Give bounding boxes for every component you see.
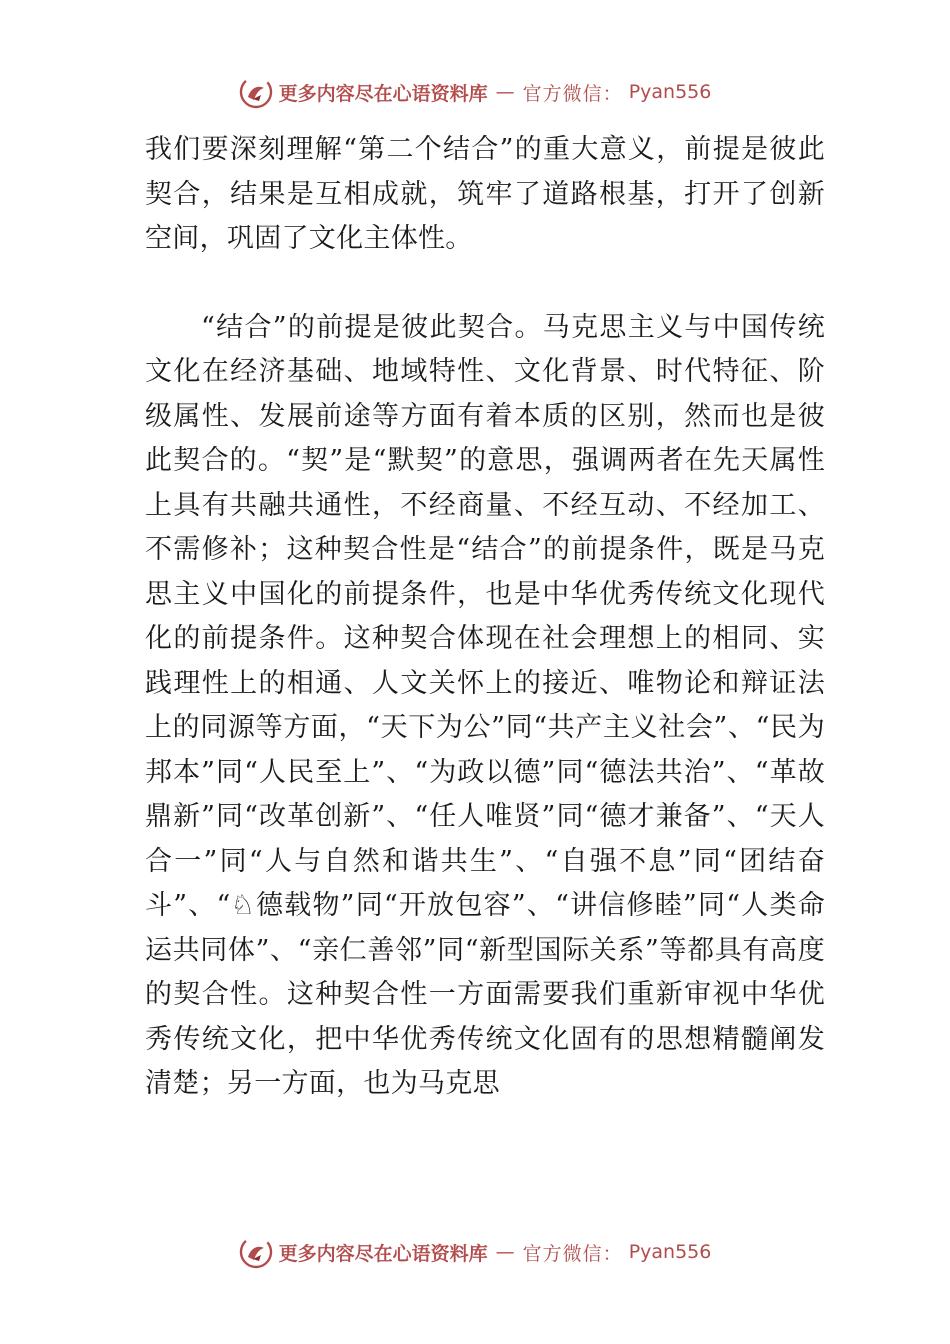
paragraph-main: “结合”的前提是彼此契合。马克思主义与中国传统文化在经济基础、地域特性、文化背景、时代特征、阶级属性、发展前途等方面有着本质的区别，然而也是彼此契合的。“契”是“默契”的意思，强调两者在先天属性上具有共融共通性，不经商量、不经互动、不经加工、不需修补；这种契合性是“结合”的前提条件，既是马克思主义中国化的前提条件，也是中华优秀传统文化现代化的前提条件。这种契合体现在社会理想上的相同、实践理性上的相通、人文关怀上的接近、唯物论和辩证法上的同源等方面，“天下为公”同“共产主义社会”、“民为邦本”同“人民至上”、“为政以德”同“德法共治”、“革故鼎新”同“改革创新”、“任人唯贤”同“德才兼备”、“天人合一”同“人与自然和谐共生”、“自强不息”同“团结奋斗”、“♘德载物”同“开放包容”、“讲信修睦”同“人类命运共同体”、“亲仁善邻”同“新型国际关系”等都具有高度的契合性。这种契合性一方面需要我们重新审视中华优秀传统文化，把中华优秀传统文化固有的思想精髓阐发清楚；另一方面，也为马克思 — [145, 311, 825, 1099]
banner-dash: — — [495, 1241, 515, 1263]
document-body — [145, 128, 825, 1107]
paragraph-intro: 我们要深刻理解“第二个结合”的重大意义，前提是彼此契合，结果是互相成就，筑牢了道路根基，打开了创新空间，巩固了文化主体性。 — [145, 134, 825, 254]
banner-wechat-label: 官方微信： — [522, 1242, 623, 1265]
banner-dash: — — [495, 81, 515, 103]
swirl-logo-icon — [239, 1235, 273, 1269]
banner-wechat-id: Pyan556 — [628, 1241, 712, 1263]
swirl-logo-icon — [239, 75, 273, 109]
banner-main-text: 更多内容尽在心语资料库 — [278, 82, 488, 105]
banner-wechat-label: 官方微信： — [522, 82, 623, 105]
banner-main-text: 更多内容尽在心语资料库 — [278, 1242, 488, 1265]
banner-wechat-id: Pyan556 — [628, 81, 712, 103]
header-watermark-banner — [0, 72, 950, 112]
footer-watermark-banner — [0, 1232, 950, 1272]
